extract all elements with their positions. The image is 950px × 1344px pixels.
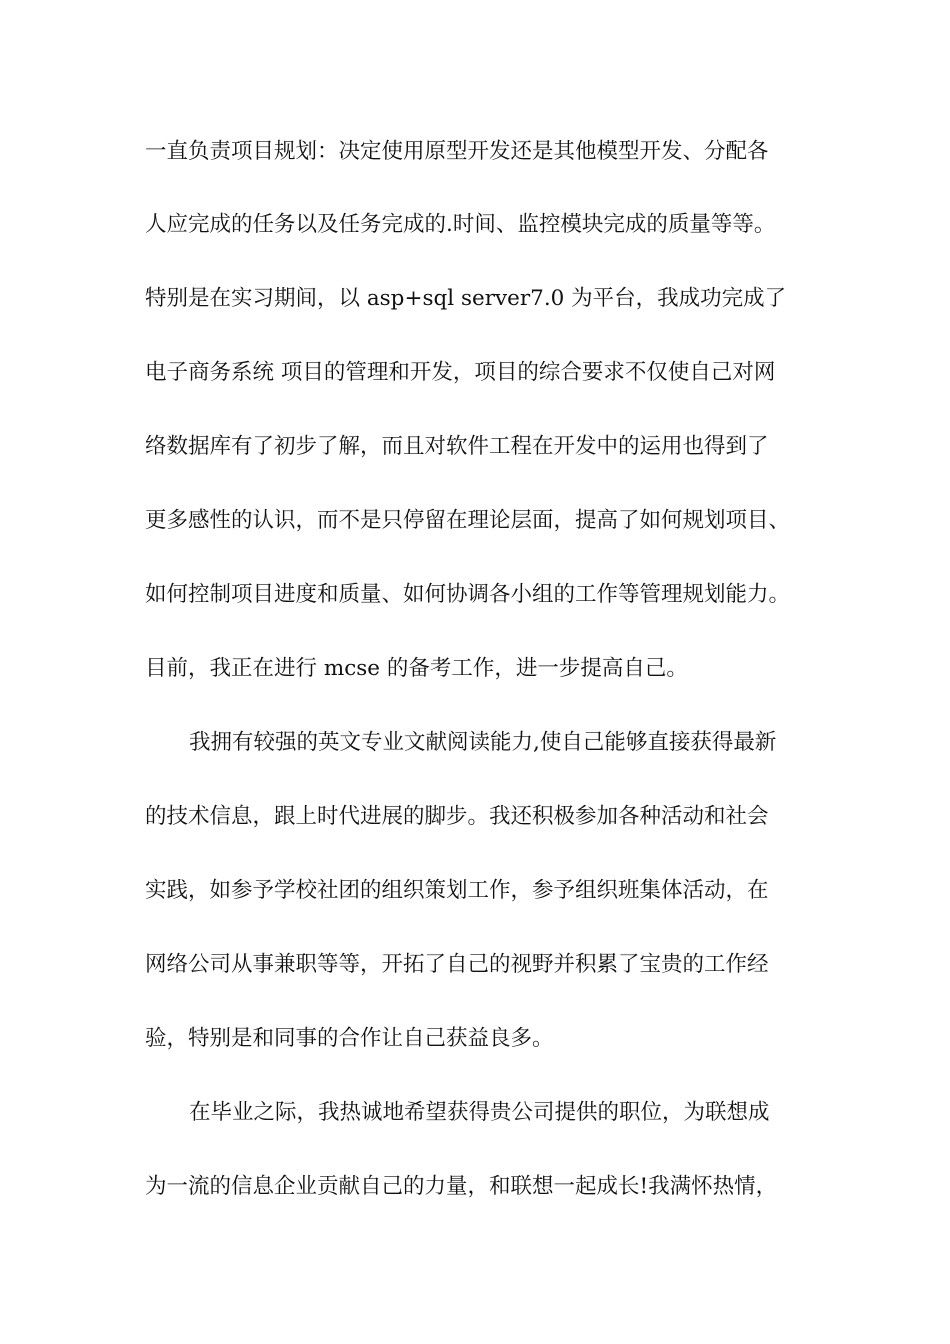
text-line: 如何控制项目进度和质量、如何协调各小组的工作等管理规划能力。 — [145, 582, 791, 607]
text-line: 人应完成的任务以及任务完成的.时间、监控模块完成的质量等等。 — [145, 212, 776, 237]
text-line: 实践，如参予学校社团的组织策划工作，参予组织班集体活动，在 — [145, 878, 769, 903]
text-line: 目前，我正在进行 mcse 的备考工作，进一步提高自己。 — [145, 656, 688, 681]
text-line: 网络公司从事兼职等等，开拓了自己的视野并积累了宝贵的工作经 — [145, 952, 769, 977]
text-line: 的技术信息，跟上时代进展的脚步。我还积极参加各种活动和社会 — [145, 804, 769, 829]
text-line: 验，特别是和同事的合作让自己获益良多。 — [145, 1026, 554, 1051]
text-line: 络数据库有了初步了解，而且对软件工程在开发中的运用也得到了 — [145, 434, 769, 459]
text-line: 电子商务系统 项目的管理和开发，项目的综合要求不仅使自己对网 — [145, 360, 776, 385]
paragraph-first-line: 在毕业之际，我热诚地希望获得贵公司提供的职位，为联想成 — [189, 1100, 770, 1125]
text-line: 为一流的信息企业贡献自己的力量，和联想一起成长!我满怀热情， — [145, 1174, 778, 1199]
text-line: 特别是在实习期间，以 asp+sql server7.0 为平台，我成功完成了 — [145, 286, 787, 311]
text-line: 更多感性的认识，而不是只停留在理论层面，提高了如何规划项目、 — [145, 508, 791, 533]
paragraph-first-line: 我拥有较强的英文专业文献阅读能力,使自己能够直接获得最新 — [189, 730, 777, 755]
text-line: 一直负责项目规划：决定使用原型开发还是其他模型开发、分配各 — [145, 139, 769, 164]
